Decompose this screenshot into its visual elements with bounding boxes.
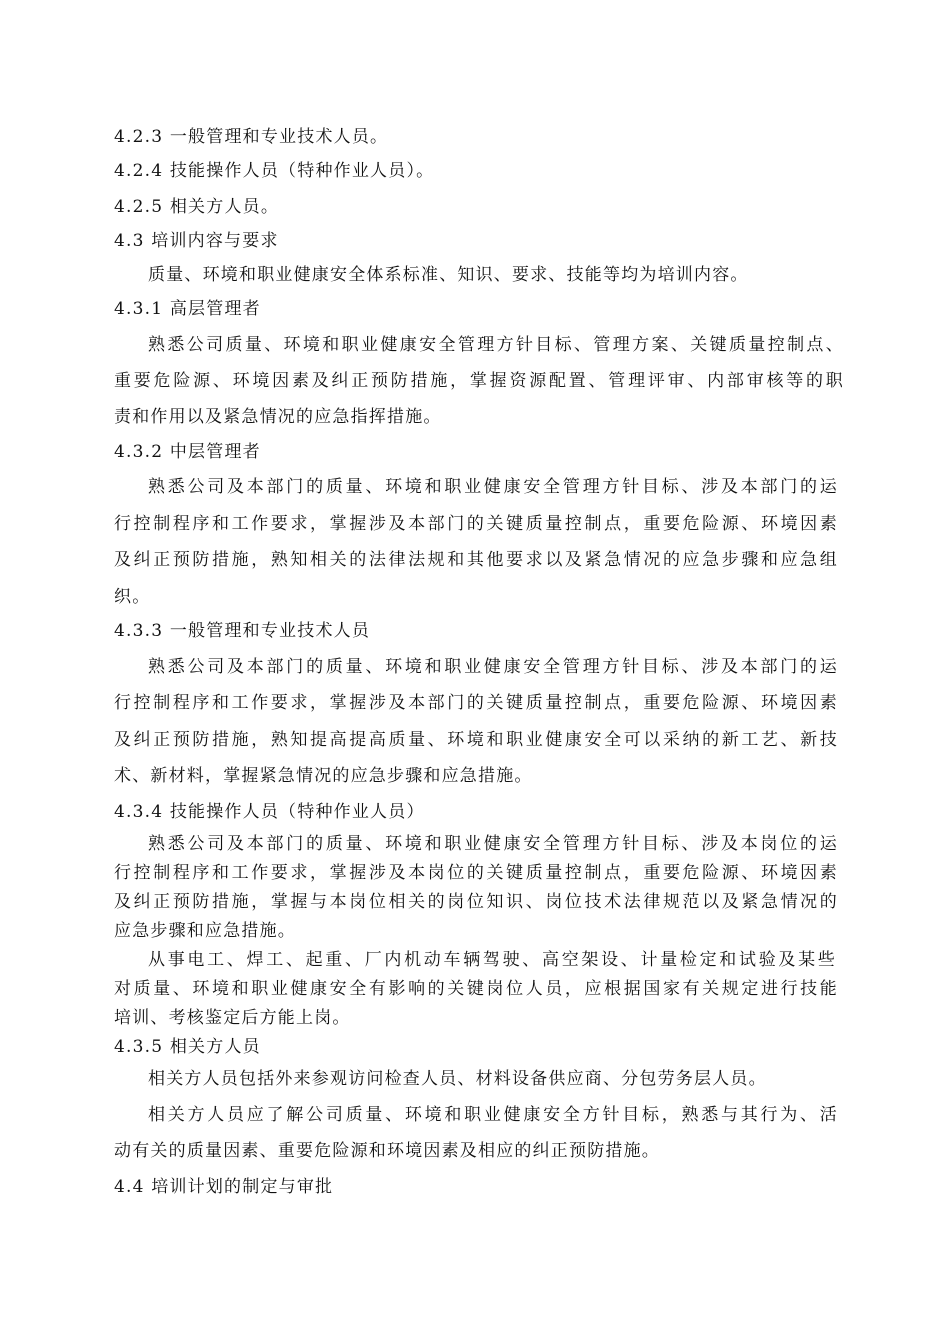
heading-4-3: 4.3 培训内容与要求 [114,231,279,251]
heading-4-2-5: 4.2.5 相关方人员。 [114,197,280,217]
paragraph-line: 行控制程序和工作要求，掌握涉及本部门的关键质量控制点，重要危险源、环境因素 [114,514,838,534]
heading-4-2-4: 4.2.4 技能操作人员（特种作业人员）。 [114,161,435,181]
paragraph-line: 相关方人员包括外来参观访问检查人员、材料设备供应商、分包劳务层人员。 [148,1069,767,1089]
paragraph-line: 从事电工、焊工、起重、厂内机动车辆驾驶、高空架设、计量检定和试验及某些 [148,950,836,970]
paragraph-line: 对质量、环境和职业健康安全有影响的关键岗位人员，应根据国家有关规定进行技能 [114,979,838,999]
paragraph-line: 质量、环境和职业健康安全体系标准、知识、要求、技能等均为培训内容。 [148,265,749,285]
heading-4-3-5: 4.3.5 相关方人员 [114,1037,261,1057]
paragraph-line: 熟悉公司及本部门的质量、环境和职业健康安全管理方针目标、涉及本部门的运 [148,657,838,677]
paragraph-line: 熟悉公司及本部门的质量、环境和职业健康安全管理方针目标、涉及本岗位的运 [148,834,838,854]
heading-4-3-3: 4.3.3 一般管理和专业技术人员 [114,621,371,641]
paragraph-line: 相关方人员应了解公司质量、环境和职业健康安全方针目标，熟悉与其行为、活 [148,1105,838,1125]
paragraph-line: 及纠正预防措施，掌握与本岗位相关的岗位知识、岗位技术法律规范以及紧急情况的 [114,892,838,912]
heading-4-4: 4.4 培训计划的制定与审批 [114,1177,334,1197]
paragraph-line: 及纠正预防措施，熟知相关的法律法规和其他要求以及紧急情况的应急步骤和应急组 [114,550,838,570]
heading-4-2-3: 4.2.3 一般管理和专业技术人员。 [114,127,389,147]
paragraph-line: 织。 [114,587,151,607]
paragraph-line: 行控制程序和工作要求，掌握涉及本岗位的关键质量控制点，重要危险源、环境因素 [114,863,838,883]
paragraph-line: 培训、考核鉴定后方能上岗。 [114,1008,351,1028]
paragraph-line: 熟悉公司质量、环境和职业健康安全管理方针目标、管理方案、关键质量控制点、 [148,335,844,355]
paragraph-line: 熟悉公司及本部门的质量、环境和职业健康安全管理方针目标、涉及本部门的运 [148,477,838,497]
heading-4-3-2: 4.3.2 中层管理者 [114,442,261,462]
paragraph-line: 责和作用以及紧急情况的应急指挥措施。 [114,407,442,427]
paragraph-line: 重要危险源、环境因素及纠正预防措施，掌握资源配置、管理评审、内部审核等的职 [114,371,844,391]
heading-4-3-1: 4.3.1 高层管理者 [114,299,261,319]
paragraph-line: 行控制程序和工作要求，掌握涉及本部门的关键质量控制点，重要危险源、环境因素 [114,693,838,713]
paragraph-line: 动有关的质量因素、重要危险源和环境因素及相应的纠正预防措施。 [114,1141,660,1161]
paragraph-line: 及纠正预防措施，熟知提高提高质量、环境和职业健康安全可以采纳的新工艺、新技 [114,730,838,750]
paragraph-line: 应急步骤和应急措施。 [114,921,296,941]
paragraph-line: 术、新材料，掌握紧急情况的应急步骤和应急措施。 [114,766,533,786]
heading-4-3-4: 4.3.4 技能操作人员（特种作业人员） [114,802,425,822]
